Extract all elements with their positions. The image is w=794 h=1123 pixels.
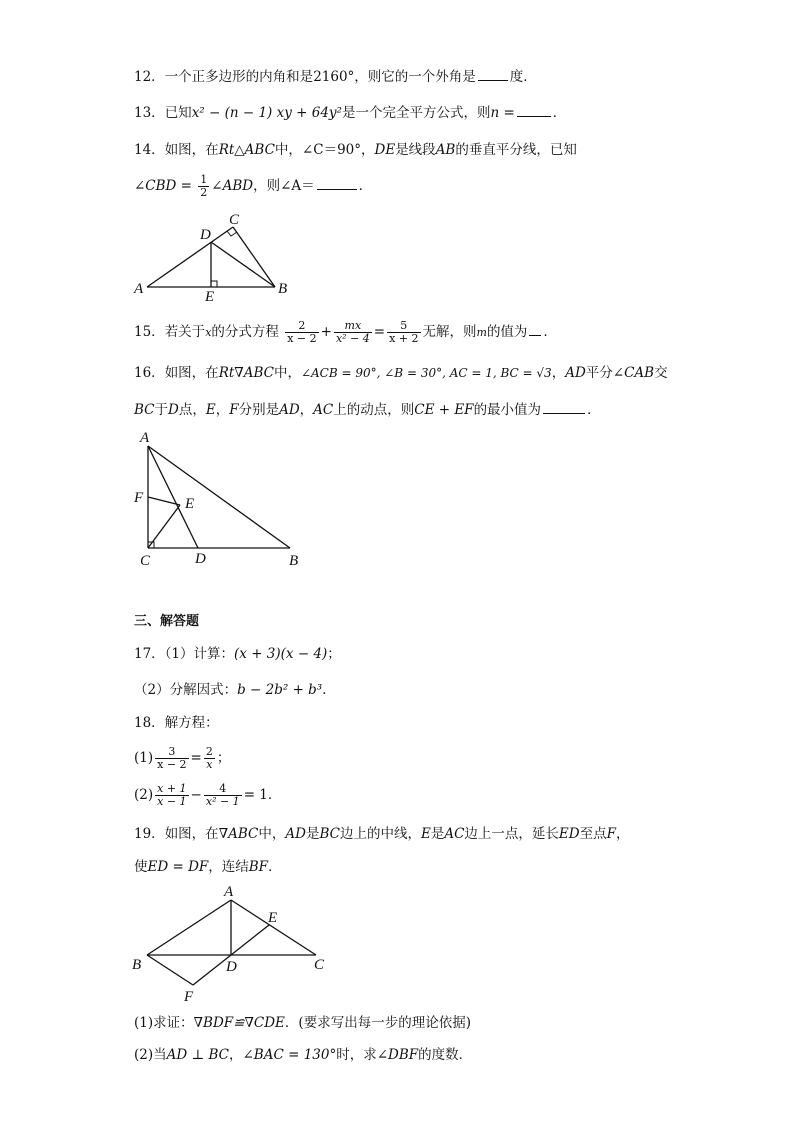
q18-title: 解方程： [164,715,219,731]
q13-end: ． [552,105,567,121]
question-18-part1 [134,746,230,771]
q16-sum: CE + EF [414,402,474,418]
q15-number: 15． [134,324,165,340]
q15-f2-den: x² − 4 [335,332,370,345]
q19-line2-b: ，连结 [208,859,249,875]
q19-line2-eq: ED = DF [147,859,209,875]
q12-angle-sum: 2160° [313,69,355,85]
q16-number: 16． [134,365,165,381]
q14-label-A: A [134,281,144,297]
q14-frac-num: 1 [200,173,208,186]
q17-number: 17． [134,646,165,662]
q16-line2-d: 分别是 [238,402,280,418]
q18-p2-f2-den: x² − 1 [205,795,240,808]
q16-e: E [205,402,216,418]
question-17 [134,644,341,664]
q16-segment-CE [148,505,180,548]
q19-triangle: ∇ABC [218,826,259,842]
q14-text-c: 是线段 [395,142,436,158]
q14-label-C: C [229,212,240,228]
q14-segment-AC [147,227,233,287]
q19-label-D: D [226,959,237,975]
question-14 [134,140,577,160]
q19-ad: AD [285,826,306,842]
q16-label-A: A [140,430,150,446]
q18-p2-f2-num: 4 [204,783,242,796]
question-14-line2 [134,174,372,199]
q19-segment-BF [147,955,193,985]
q14-right-angle-E [211,281,217,287]
q16-d: D [168,402,179,418]
question-19-part1 [134,1013,471,1033]
q15-eq: = [373,324,386,340]
q18-p1-f1-den: x − 2 [157,758,187,771]
q17-part2-expr: b − 2b² + b³ [237,682,323,698]
q19-label-E: E [268,910,278,926]
question-16-line2 [134,399,601,420]
q18-p1-fraction-1 [155,746,188,771]
q18-p1-end: ； [216,750,231,766]
q14-right-angle-C [227,231,237,236]
q12-answer-blank[interactable] [478,66,508,81]
q15-var-x: x [205,326,212,339]
q15-f3-den: x + 2 [389,332,419,345]
q19-label-A: A [224,884,234,900]
q16-ac: AC [313,402,334,418]
q19-text-d: 边上的中线， [339,826,421,842]
q16-line2-f: 的最小值为 [473,402,542,418]
q18-p2-f1-num: x + 1 [157,782,187,795]
q14-angle: ∠C＝90° [301,142,361,158]
q14-segment-de: DE [374,142,396,158]
q14-number: 14． [134,142,165,158]
q14-text-a: 如图，在 [164,142,219,158]
q19-e: E [420,826,431,842]
q19-ac: AC [444,826,465,842]
q16-conditions: ∠ACB = 90°, ∠B = 30°, AC = 1, BC = √3 [300,366,552,380]
q19-line2-a: 使 [134,859,148,875]
section-3-heading: 三、解答题 [134,614,200,629]
q13-answer-blank[interactable] [517,102,551,117]
q17-part1-label: （1）计算： [164,646,235,662]
q16-text-d: 平分 [585,365,613,381]
q15-text-a: 若关于 [164,324,206,340]
q15-f1-den: x − 2 [287,332,317,345]
q14-fraction-half [198,174,209,199]
q16-comma: ， [215,402,230,418]
q16-segment-AD [148,446,198,548]
q15-f2-num: mx [334,320,372,333]
q19-bf: BF [248,859,269,875]
question-19-line2 [134,857,282,877]
q16-label-D: D [195,551,206,567]
q12-text-a: 一个正多边形的内角和是 [164,69,314,85]
q19-part2-text2: 时，求 [336,1047,377,1063]
q16-segment-EF [148,497,180,505]
q19-part2-text: ， [228,1047,243,1063]
q19-part2-label: (2)当 [134,1047,167,1063]
q16-text-c: ， [551,365,566,381]
q19-part1-expr: ∇BDF≌∇CDE [193,1015,285,1031]
q12-number: 12． [134,69,165,85]
q14-line2-c: ，则∠A＝ [253,178,315,194]
q14-label-E: E [205,289,215,305]
q18-p2-fraction-2 [204,783,242,808]
q16-bc: BC [134,402,155,418]
q18-p1-f1-num: 3 [155,746,188,759]
q14-frac-den: 2 [200,186,208,199]
q19-f: F [606,826,616,842]
q15-fraction-3 [387,320,420,345]
q14-label-B: B [278,281,288,297]
q15-text-b: 的分式方程 [211,324,279,340]
q19-text-h: ， [615,826,630,842]
q14-label-D: D [200,227,211,243]
q17-part2-end: ． [322,682,336,698]
q19-text-a: 如图，在 [164,826,219,842]
q15-answer-blank[interactable] [529,321,541,336]
q19-text-e: 是 [430,826,445,842]
q15-f1-num: 2 [285,320,318,333]
q14-end: ． [358,178,373,194]
q18-p2-end: ． [267,787,282,803]
q13-number: 13． [134,105,165,121]
q18-p1-f2-num: 2 [205,745,213,758]
q16-label-C: C [140,553,151,569]
q14-segment-DB [211,242,275,287]
q18-p2-fraction-1 [155,783,188,808]
q19-part2-target: ∠DBF [376,1047,419,1063]
question-12 [134,66,537,87]
q14-text-b: 中， [274,142,302,158]
q15-text-d: 的值为 [486,324,528,340]
q15-fraction-2 [334,320,372,345]
q14-answer-blank[interactable] [317,175,357,190]
q16-triangle: Rt∇ABC [218,365,274,381]
q16-segment-AB [148,446,290,548]
q19-number: 19． [134,826,165,842]
question-17-part2 [134,680,336,700]
q13-text-a: 已知 [164,105,192,121]
q19-label-C: C [314,957,325,973]
q18-p1-eq: = [190,750,202,766]
q19-text-g: 至点 [579,826,607,842]
question-13 [134,102,566,123]
q16-line2-b: 于 [154,402,169,418]
question-16 [134,363,668,383]
q19-ed: ED [558,826,580,842]
q16-label-F: F [134,490,144,506]
q17-part2-label: （2）分解因式： [134,682,238,698]
q12-text-c: 度． [509,69,537,85]
q18-p1-fraction-2 [204,746,215,771]
q15-f3-num: 5 [387,320,420,333]
q19-text-c: 是 [305,826,320,842]
q19-label-F: F [184,989,194,1005]
q19-part2-text3: 的度数． [418,1047,473,1063]
q15-text-c: 无解，则 [422,324,477,340]
q16-comma2: ， [299,402,314,418]
q18-part1-label: (1) [134,750,154,766]
q18-p2-rhs: = 1 [243,787,268,803]
q19-text-b: 中， [258,826,286,842]
q16-answer-blank[interactable] [543,399,585,414]
q19-segment-AC [231,900,316,955]
q16-end: ． [587,402,601,418]
q16-right-angle-C [148,542,154,548]
q14-text-d: 的垂直平分线，已知 [455,142,577,158]
question-19 [134,824,629,844]
q16-text-a: 如图，在 [164,365,219,381]
q14-segment-CB [233,227,275,287]
q19-part1-text: ．(要求写出每一步的理论依据) [284,1015,471,1031]
q16-f: F [229,402,239,418]
q16-line2-c: 点， [178,402,206,418]
q18-p1-f2-den: x [206,758,213,771]
q19-label-B: B [132,957,142,973]
q19-part2-cond1: AD ⊥ BC [166,1047,229,1063]
q18-part2-label: (2) [134,787,154,803]
q16-text-b: 中， [273,365,301,381]
q19-part1-label: (1)求证： [134,1015,194,1031]
q14-sep: ， [361,142,375,158]
q17-part1-expr: (x + 3)(x − 4) [234,646,328,662]
q13-expression: x² − (n − 1) xy + 64y² [191,105,342,121]
q19-bc: BC [319,826,340,842]
q13-text-b: 是一个完全平方公式，则 [341,105,491,121]
q18-p2-f1-den: x − 1 [157,795,187,808]
q19-part2-cond2: ∠BAC = 130° [242,1047,337,1063]
question-18-part2 [134,783,281,808]
q15-fraction-1 [285,320,318,345]
q13-variable: n = [490,105,515,121]
q16-line2-e: 上的动点，则 [333,402,415,418]
q17-part1-end: ； [327,646,341,662]
q14-triangle: Rt△ABC [218,142,275,158]
q19-line2-end: ． [268,859,282,875]
q19-segment-EF [193,925,269,985]
q14-segment-ab: AB [435,142,456,158]
q16-label-E: E [185,496,195,512]
question-19-part2 [134,1045,472,1065]
q12-text-b: ，则它的一个外角是 [354,69,476,85]
q18-p2-minus: − [190,787,202,803]
q15-end: ． [543,324,557,340]
q16-text-e: 交 [654,365,668,381]
q14-cbd: ∠CBD = [134,178,192,194]
question-18 [134,713,219,733]
question-15 [134,320,557,345]
q14-abd: ∠ABD [211,178,254,194]
q15-plus: + [320,324,332,340]
q16-ad2: AD [279,402,300,418]
q16-label-B: B [289,553,299,569]
q19-segment-AB [147,900,231,955]
q19-text-f: 边上一点，延长 [464,826,559,842]
q15-var-m: m [476,326,487,339]
q16-ad: AD [565,365,586,381]
q18-number: 18． [134,715,165,731]
q16-cab: ∠CAB [612,365,655,381]
